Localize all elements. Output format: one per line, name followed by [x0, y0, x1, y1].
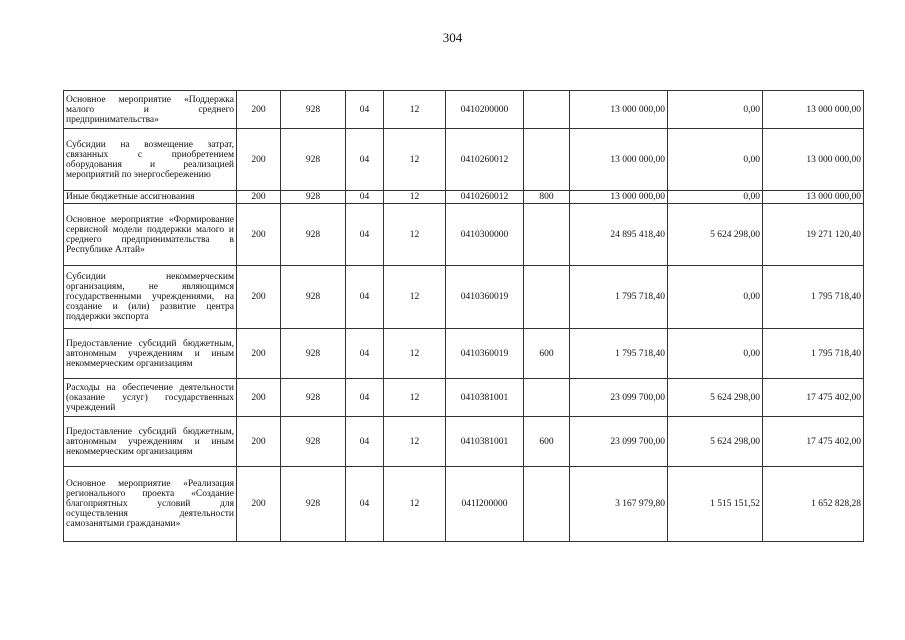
- cell-code-3: 04: [346, 129, 384, 191]
- cell-csr: 0410260012: [446, 191, 524, 204]
- cell-sum-2: 0,00: [668, 129, 763, 191]
- table-row: [64, 379, 864, 417]
- cell-sum-2: 5 624 298,00: [668, 204, 763, 266]
- cell-code-2: 928: [281, 379, 346, 417]
- cell-vr: [524, 204, 570, 266]
- cell-vr: [524, 91, 570, 129]
- cell-sum-1: 23 099 700,00: [570, 417, 668, 467]
- table-row: [64, 417, 864, 467]
- cell-sum-1: 13 000 000,00: [570, 91, 668, 129]
- row-name: Предоставление субсидий бюджетным, автономным учреждениям и иным некоммерческим организациям: [64, 329, 237, 379]
- cell-code-2: 928: [281, 417, 346, 467]
- cell-sum-3: 1 795 718,40: [763, 329, 864, 379]
- cell-code-4: 12: [384, 467, 446, 542]
- row-name: Субсидии некоммерческим организациям, не являющимся государственными учреждениями, на создание и (или) развитие центра поддержки экспорта: [64, 266, 237, 329]
- cell-code-2: 928: [281, 329, 346, 379]
- cell-vr: [524, 467, 570, 542]
- page-number: 304: [442, 30, 463, 45]
- row-name: Основное мероприятие «Реализация регионального проекта «Создание благоприятных условий для осуществления деятельности самозанятыми гражданами»: [64, 467, 237, 542]
- cell-code-4: 12: [384, 129, 446, 191]
- cell-code-2: 928: [281, 91, 346, 129]
- cell-vr: 600: [524, 329, 570, 379]
- cell-code-3: 04: [346, 329, 384, 379]
- cell-code-2: 928: [281, 204, 346, 266]
- cell-code-1: 200: [237, 266, 281, 329]
- cell-vr: [524, 266, 570, 329]
- cell-code-2: 928: [281, 129, 346, 191]
- cell-code-2: 928: [281, 467, 346, 542]
- cell-code-1: 200: [237, 467, 281, 542]
- table-row: [64, 191, 864, 204]
- cell-code-2: 928: [281, 266, 346, 329]
- cell-code-1: 200: [237, 129, 281, 191]
- cell-sum-1: 23 099 700,00: [570, 379, 668, 417]
- cell-code-3: 04: [346, 467, 384, 542]
- cell-code-4: 12: [384, 329, 446, 379]
- cell-code-4: 12: [384, 379, 446, 417]
- table-row: [64, 467, 864, 542]
- cell-csr: 0410260012: [446, 129, 524, 191]
- cell-sum-2: 0,00: [668, 266, 763, 329]
- cell-csr: 0410300000: [446, 204, 524, 266]
- cell-code-4: 12: [384, 417, 446, 467]
- cell-sum-2: 1 515 151,52: [668, 467, 763, 542]
- row-name: Иные бюджетные ассигнования: [64, 191, 237, 204]
- cell-code-1: 200: [237, 204, 281, 266]
- cell-sum-1: 24 895 418,40: [570, 204, 668, 266]
- cell-vr: [524, 379, 570, 417]
- cell-code-4: 12: [384, 191, 446, 204]
- cell-sum-1: 13 000 000,00: [570, 191, 668, 204]
- cell-code-3: 04: [346, 204, 384, 266]
- cell-code-4: 12: [384, 91, 446, 129]
- table-row: [64, 129, 864, 191]
- cell-sum-1: 13 000 000,00: [570, 129, 668, 191]
- row-name: Расходы на обеспечение деятельности (оказание услуг) государственных учреждений: [64, 379, 237, 417]
- cell-code-1: 200: [237, 91, 281, 129]
- row-name: Основное мероприятие «Формирование сервисной модели поддержки малого и среднего предпринимательства в Республике Алтай»: [64, 204, 237, 266]
- cell-csr: 0410381001: [446, 417, 524, 467]
- row-name: Субсидии на возмещение затрат, связанных с приобретением оборудования и реализацией мероприятий по энергосбережению: [64, 129, 237, 191]
- row-name: Основное мероприятие «Поддержка малого и среднего предпринимательства»: [64, 91, 237, 129]
- cell-csr: 0410360019: [446, 329, 524, 379]
- cell-sum-3: 1 795 718,40: [763, 266, 864, 329]
- cell-code-3: 04: [346, 266, 384, 329]
- cell-sum-3: 13 000 000,00: [763, 129, 864, 191]
- cell-code-2: 928: [281, 191, 346, 204]
- budget-table: [63, 90, 864, 542]
- cell-sum-1: 1 795 718,40: [570, 266, 668, 329]
- table-row: [64, 329, 864, 379]
- cell-code-4: 12: [384, 204, 446, 266]
- cell-code-3: 04: [346, 379, 384, 417]
- cell-code-1: 200: [237, 329, 281, 379]
- row-name: Предоставление субсидий бюджетным, автономным учреждениям и иным некоммерческим организациям: [64, 417, 237, 467]
- cell-sum-2: 5 624 298,00: [668, 379, 763, 417]
- cell-sum-2: 5 624 298,00: [668, 417, 763, 467]
- cell-csr: 0410360019: [446, 266, 524, 329]
- cell-csr: 041I200000: [446, 467, 524, 542]
- cell-csr: 0410381001: [446, 379, 524, 417]
- cell-code-1: 200: [237, 417, 281, 467]
- cell-csr: 0410200000: [446, 91, 524, 129]
- cell-sum-2: 0,00: [668, 191, 763, 204]
- cell-sum-3: 1 652 828,28: [763, 467, 864, 542]
- table-row: [64, 91, 864, 129]
- cell-code-3: 04: [346, 191, 384, 204]
- cell-code-1: 200: [237, 191, 281, 204]
- table-row: [64, 204, 864, 266]
- cell-vr: 600: [524, 417, 570, 467]
- cell-sum-3: 17 475 402,00: [763, 379, 864, 417]
- cell-vr: 800: [524, 191, 570, 204]
- cell-sum-3: 17 475 402,00: [763, 417, 864, 467]
- table-row: [64, 266, 864, 329]
- cell-sum-2: 0,00: [668, 329, 763, 379]
- cell-sum-3: 13 000 000,00: [763, 91, 864, 129]
- cell-code-1: 200: [237, 379, 281, 417]
- cell-vr: [524, 129, 570, 191]
- cell-sum-2: 0,00: [668, 91, 763, 129]
- cell-sum-3: 19 271 120,40: [763, 204, 864, 266]
- cell-code-4: 12: [384, 266, 446, 329]
- cell-sum-1: 3 167 979,80: [570, 467, 668, 542]
- cell-code-3: 04: [346, 417, 384, 467]
- cell-code-3: 04: [346, 91, 384, 129]
- cell-sum-1: 1 795 718,40: [570, 329, 668, 379]
- cell-sum-3: 13 000 000,00: [763, 191, 864, 204]
